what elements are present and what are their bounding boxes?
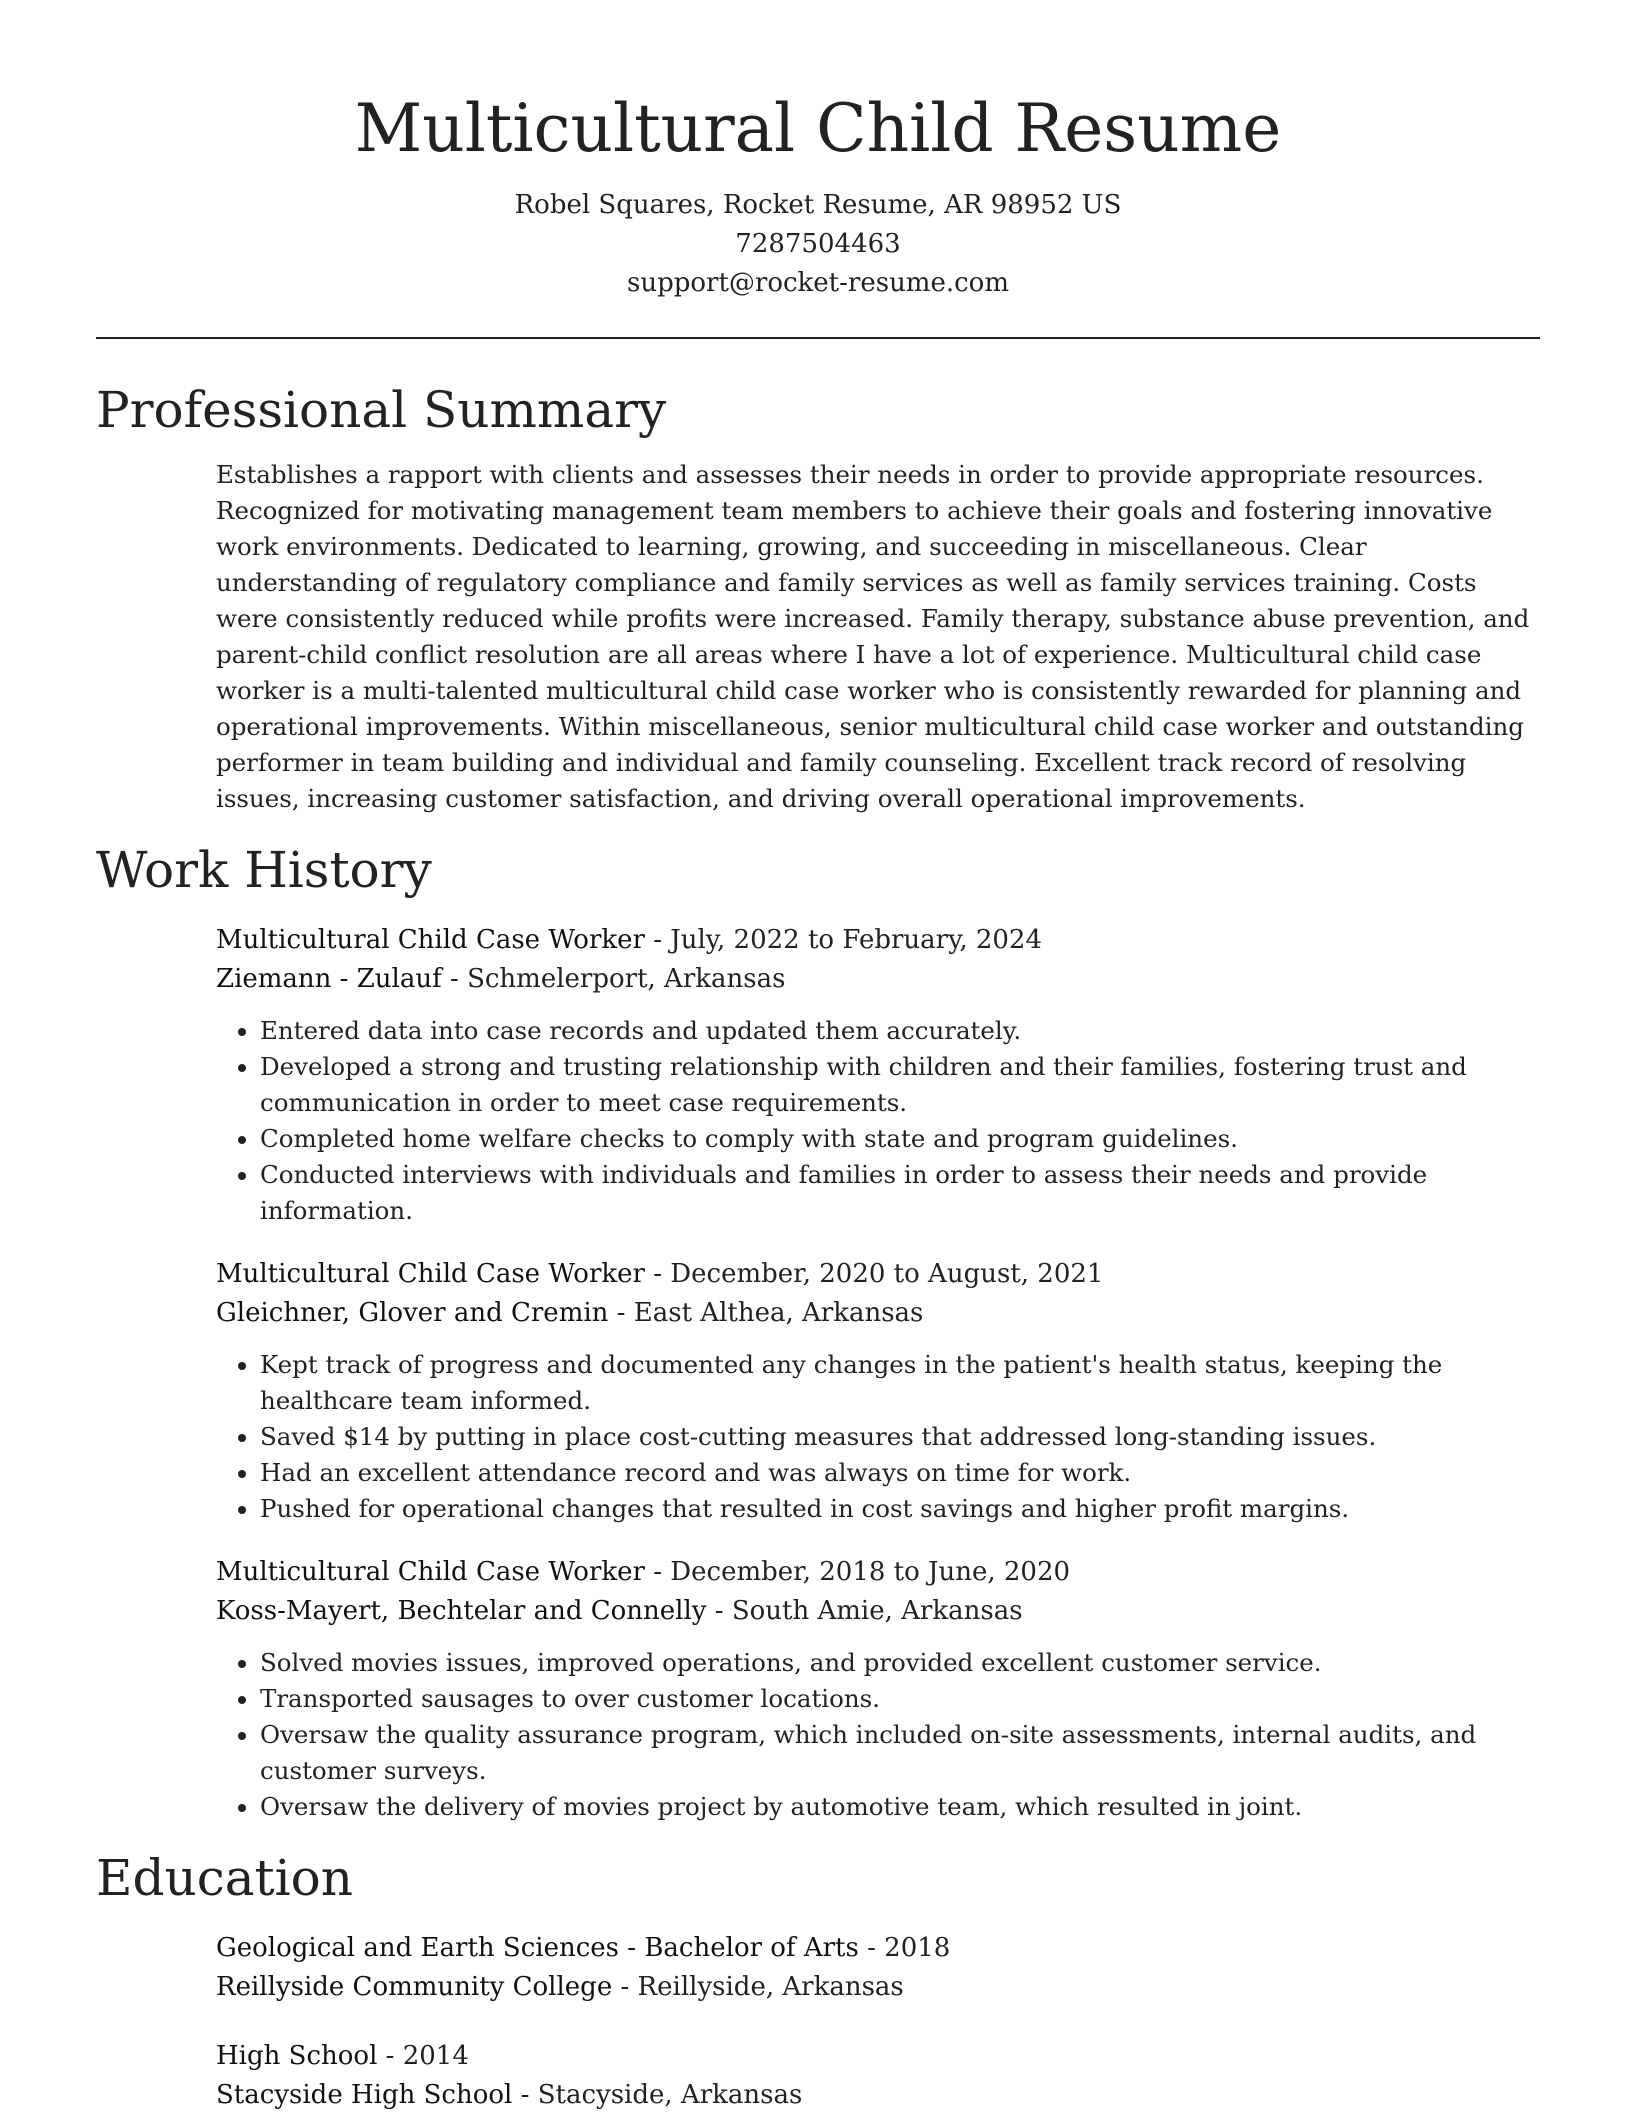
school-name: Reillyside Community College	[216, 1972, 613, 2002]
school-name: Stacyside High School	[216, 2080, 513, 2110]
degree: Geological and Earth Sciences - Bachelor of Arts	[216, 1933, 859, 1963]
list-item: • Had an excellent attendance record and was always on time for work.	[260, 1455, 1540, 1491]
list-item: • Oversaw the delivery of movies project by automotive team, which resulted in joint.	[260, 1789, 1540, 1825]
degree-line: High School - 2014	[216, 2041, 469, 2071]
job-title-line: Multicultural Child Case Worker - December, 2020 to August, 2021	[216, 1259, 1104, 1289]
list-item: • Kept track of progress and documented any changes in the patient's health status, keeping the healthcare team informed.	[260, 1347, 1540, 1419]
section-heading: Work History	[96, 841, 432, 899]
list-item: • Completed home welfare checks to comply with state and program guidelines.	[260, 1121, 1540, 1157]
job-company: Koss-Mayert, Bechtelar and Connelly	[216, 1596, 707, 1626]
list-item: • Developed a strong and trusting relationship with children and their families, fostering trust and communication in order to meet case requirements.	[260, 1049, 1540, 1121]
section-education	[96, 1847, 1540, 2115]
job-company: Ziemann - Zulauf	[216, 964, 442, 994]
contact-phone: 7287504463	[735, 229, 901, 259]
list-item: • Transported sausages to over customer locations.	[260, 1681, 1540, 1717]
job-title: Multicultural Child Case Worker	[216, 1557, 645, 1587]
list-item: • Solved movies issues, improved operations, and provided excellent customer service.	[260, 1645, 1540, 1681]
job-location: South Amie, Arkansas	[731, 1596, 1023, 1626]
job-entry	[216, 1255, 1540, 1527]
school-location: Reillyside, Arkansas	[637, 1972, 904, 2002]
school-line: Stacyside High School - Stacyside, Arkansas	[216, 2080, 803, 2110]
degree-year: 2014	[402, 2041, 469, 2071]
section-heading: Professional Summary	[96, 381, 667, 439]
resume-title: Multicultural Child Resume	[354, 90, 1282, 167]
education-entry	[216, 1929, 1540, 2007]
job-company-line: Koss-Mayert, Bechtelar and Connelly - South Amie, Arkansas	[216, 1596, 1023, 1626]
job-bullets	[216, 1013, 1540, 1229]
job-dates: December, 2020 to August, 2021	[670, 1259, 1104, 1289]
degree: High School	[216, 2041, 378, 2071]
list-item: • Saved $14 by putting in place cost-cutting measures that addressed long-standing issues.	[260, 1419, 1540, 1455]
job-entry	[216, 921, 1540, 1229]
job-title-line: Multicultural Child Case Worker - December, 2018 to June, 2020	[216, 1557, 1071, 1587]
contact-address: Robel Squares, Rocket Resume, AR 98952 US	[514, 190, 1122, 220]
list-item: • Conducted interviews with individuals and families in order to assess their needs and provide information.	[260, 1157, 1540, 1229]
list-item: • Pushed for operational changes that resulted in cost savings and higher profit margins.	[260, 1491, 1540, 1527]
section-heading: Education	[96, 1849, 353, 1907]
school-location: Stacyside, Arkansas	[537, 2080, 803, 2110]
degree-line: Geological and Earth Sciences - Bachelor of Arts - 2018	[216, 1933, 951, 1963]
header-divider	[96, 337, 1540, 339]
education-entry	[216, 2037, 1540, 2115]
job-title: Multicultural Child Case Worker	[216, 925, 645, 955]
job-company-line: Gleichner, Glover and Cremin - East Althea, Arkansas	[216, 1298, 924, 1328]
job-title-line: Multicultural Child Case Worker - July, 2022 to February, 2024	[216, 925, 1043, 955]
job-entry	[216, 1553, 1540, 1825]
resume-page	[96, 0, 1540, 2115]
job-location: Schmelerport, Arkansas	[467, 964, 786, 994]
contact-block	[96, 186, 1540, 303]
school-line: Reillyside Community College - Reillyside, Arkansas	[216, 1972, 904, 2002]
contact-email: support@rocket-resume.com	[626, 268, 1009, 298]
job-bullets	[216, 1347, 1540, 1527]
job-dates: July, 2022 to February, 2024	[670, 925, 1043, 955]
section-work-history	[96, 839, 1540, 1825]
section-professional-summary	[96, 379, 1540, 817]
list-item: • Entered data into case records and updated them accurately.	[260, 1013, 1540, 1049]
job-title: Multicultural Child Case Worker	[216, 1259, 645, 1289]
summary-paragraph: Establishes a rapport with clients and assesses their needs in order to provide appropriate resources. Recognized for motivating management team members to achieve their goals and fostering innovative work environments. Dedicated to learning, growing, and succeeding in miscellaneous. Clear understanding of regulatory compliance and family services as well as family services training. Costs were consistently reduced while profits were increased. Family therapy, substance abuse prevention, and parent-child conflict resolution are all areas where I have a lot of experience. Multicultural child case worker is a multi-talented multicultural child case worker who is consistently rewarded for planning and operational improvements. Within miscellaneous, senior multicultural child case worker and outstanding performer in team building and individual and family counseling. Excellent track record of resolving issues, increasing customer satisfaction, and driving overall operational improvements.	[216, 460, 1530, 813]
job-bullets	[216, 1645, 1540, 1825]
job-location: East Althea, Arkansas	[633, 1298, 924, 1328]
job-dates: December, 2018 to June, 2020	[670, 1557, 1071, 1587]
list-item: • Oversaw the quality assurance program, which included on-site assessments, internal audits, and customer surveys.	[260, 1717, 1540, 1789]
degree-year: 2018	[884, 1933, 951, 1963]
job-company-line: Ziemann - Zulauf - Schmelerport, Arkansas	[216, 964, 786, 994]
job-company: Gleichner, Glover and Cremin	[216, 1298, 609, 1328]
resume-header	[96, 86, 1540, 303]
